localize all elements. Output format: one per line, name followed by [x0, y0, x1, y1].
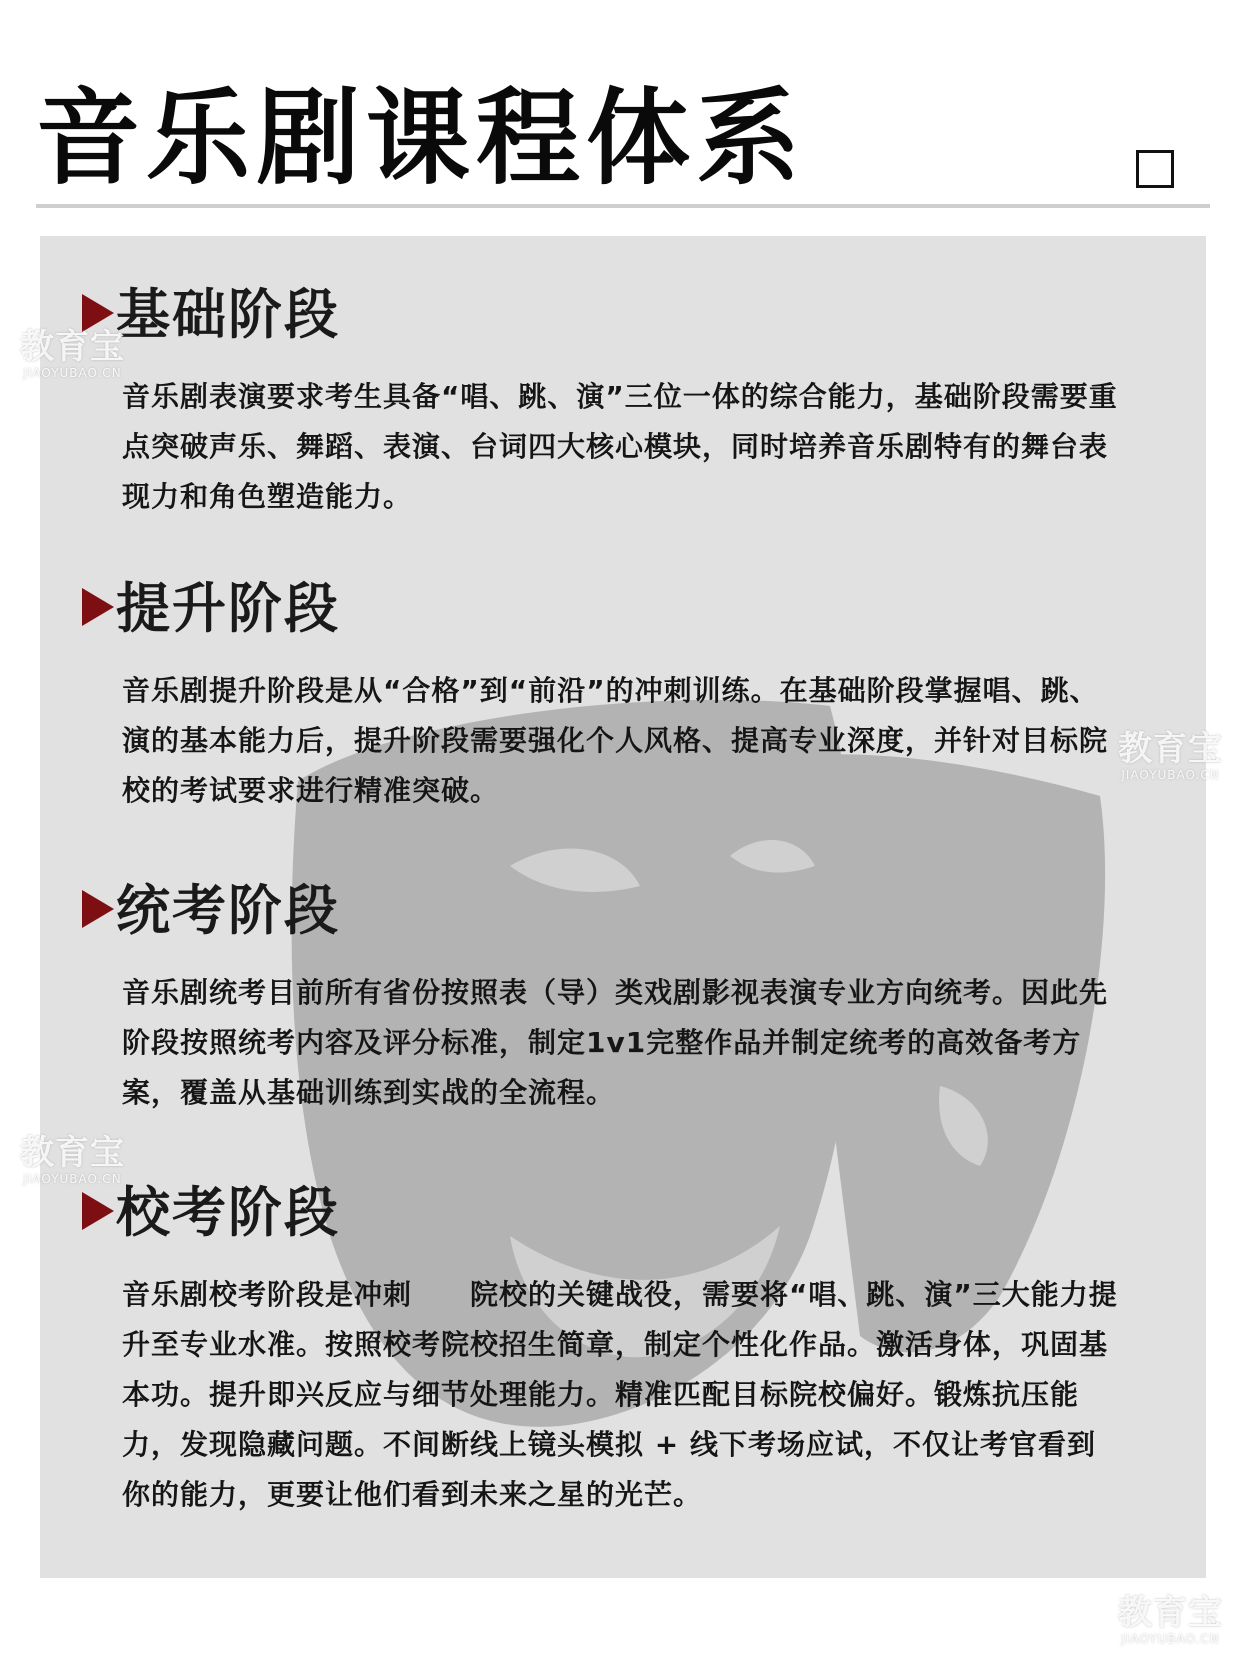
section-title: 统考阶段 — [116, 879, 340, 942]
watermark — [20, 328, 125, 380]
watermark — [20, 1134, 125, 1186]
section-advanced — [40, 572, 1130, 816]
watermark — [1118, 1594, 1223, 1646]
section-body: 音乐剧提升阶段是从“合格”到“前沿”的冲刺训练。在基础阶段掌握唱、跳、演的基本能力后，提升阶段需要强化个人风格、提高专业深度，并针对目标院校的考试要求进行精准突破。 — [122, 674, 1109, 807]
square-outline-icon — [1136, 150, 1174, 188]
triangle-right-icon — [82, 1192, 114, 1230]
watermark-name: 教育宝 — [1118, 1593, 1223, 1633]
title-divider — [36, 204, 1210, 208]
watermark-domain: JIAOYUBAO.CN — [1121, 768, 1220, 782]
section-title: 校考阶段 — [116, 1181, 340, 1244]
watermark-name: 教育宝 — [20, 1133, 125, 1173]
section-body: 音乐剧统考目前所有省份按照表（导）类戏剧影视表演专业方向统考。因此先阶段按照统考内容及评分标准，制定1v1完整作品并制定统考的高效备考方案，覆盖从基础训练到实战的全流程。 — [122, 976, 1109, 1109]
section-body: 音乐剧表演要求考生具备“唱、跳、演”三位一体的综合能力，基础阶段需要重点突破声乐、舞蹈、表演、台词四大核心模块，同时培养音乐剧特有的舞台表现力和角色塑造能力。 — [122, 380, 1118, 513]
page-title: 音乐剧课程体系 — [36, 77, 807, 199]
watermark-name: 教育宝 — [1118, 729, 1223, 769]
watermark-domain: JIAOYUBAO.CN — [23, 366, 122, 380]
watermark-name: 教育宝 — [20, 327, 125, 367]
section-unified-exam — [40, 874, 1130, 1118]
triangle-right-icon — [82, 890, 114, 928]
section-title: 提升阶段 — [116, 577, 340, 640]
watermark — [1118, 730, 1223, 782]
watermark-domain: JIAOYUBAO.CN — [1121, 1632, 1220, 1646]
watermark-domain: JIAOYUBAO.CN — [23, 1172, 122, 1186]
section-basic — [40, 278, 1130, 522]
section-school-exam — [40, 1176, 1130, 1520]
triangle-right-icon — [82, 588, 114, 626]
section-title: 基础阶段 — [116, 283, 340, 346]
section-body: 音乐剧校考阶段是冲刺 院校的关键战役，需要将“唱、跳、演”三大能力提升至专业水准。按照校考院校招生简章，制定个性化作品。激活身体，巩固基本功。提升即兴反应与细节处理能力。精准匹配目标院校偏好。锻炼抗压能力，发现隐藏问题。不间断线上镜头模拟 + 线下考场应试，不仅让考官看到你的能力，更要让他们看到未来之星的光芒。 — [122, 1278, 1118, 1511]
